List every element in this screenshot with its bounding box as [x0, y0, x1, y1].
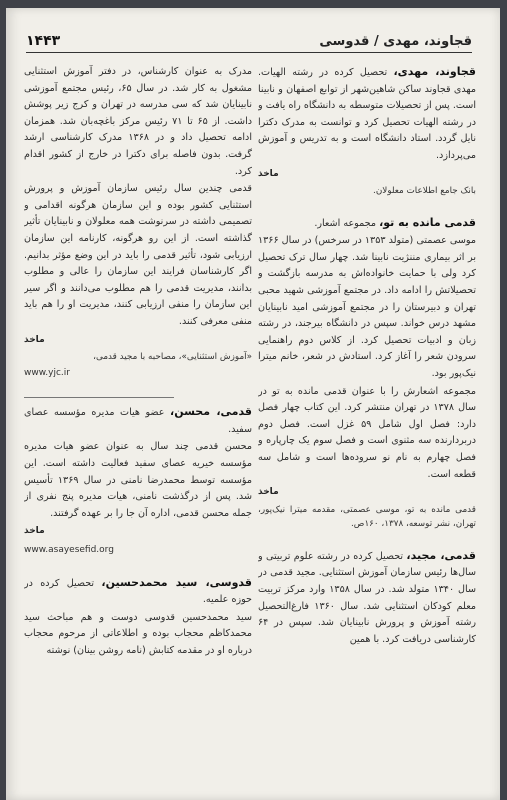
source-heading: ماخذ [24, 334, 45, 345]
entry-ghadami-mande-be-to [258, 215, 476, 532]
book-page [6, 8, 500, 800]
entry-ghajavand-mahdi [258, 64, 476, 199]
page-number: ۱۴۴۳ [26, 33, 61, 49]
entry-paragraph: مجموعه اشعارش را با عنوان قدمی مانده به تو در سال ۱۳۷۸ در تهران منتشر کرد. این کتاب چهار فصل دارد: فصل اول شامل ۵۹ غزل است. فصل دوم دربردارنده سه مثنوی است و فصل سوم یک چارپاره و فصل چهارم به نام نو سروده‌ها است و شامل سه قطعه است. [258, 385, 476, 480]
entry-paragraph [24, 575, 252, 609]
header-title: قجاوند، مهدی / قدوسی [319, 34, 472, 49]
entry-headword: قدمی، محسن، [170, 405, 252, 419]
left-column [24, 64, 252, 786]
entry-headword: قدمی مانده به تو، [379, 215, 476, 229]
entry-ghadami-mohsen [24, 404, 252, 558]
source-citation: قدمی مانده به تو، موسی عصمتی، مقدمه میترا نیک‌پور، تهران، نشر توسعه، ۱۳۷۸، ۱۶۰ص. [258, 504, 476, 530]
entry-text: عضو هیات مدیره مؤسسه عصای سفید. [24, 407, 252, 435]
entry-headword: قدمی، مجید، [406, 548, 476, 562]
entry-ghadami-majid [258, 548, 476, 649]
entry-text: تحصیل کرده در حوزه علمیه. [24, 577, 252, 606]
divider [24, 397, 174, 398]
running-header [26, 26, 472, 53]
source-url: www.asayesefid.org [24, 544, 114, 555]
entry-text: تحصیل کرده در رشته الهیات. مهدی قجاوند ساکن شاهین‌شهر از توابع اصفهان و نابینا است. پس از تحصیلات متوسطه به دانشگاه راه یافت و در رشته الهیات تحصیل کرد و توانست به مدرک دکترا نایل گردد. استاد دانشگاه است و به تدریس و آموزش می‌پردازد. [258, 67, 476, 161]
entry-paragraph [258, 215, 476, 233]
entry-paragraph [258, 548, 476, 649]
entry-text: تحصیل کرده در رشته علوم تربیتی و سال‌ها رئیس سازمان آموزش استثنایی. مجید قدمی در سال ۱۳۴۰ متولد شد. در سال ۱۳۵۸ وارد مرکز تربیت معلم کودکان استثنایی شد. سال ۱۳۶۰ فارغ‌التحصیل رشته آموزش و پرورش نابینایان شد. سپس در ۶۴ کارشناسی دریافت کرد. با همین [258, 550, 476, 645]
entry-headword: قجاوند، مهدی، [393, 65, 476, 78]
source-heading: ماخذ [24, 526, 45, 537]
entry-ghodsi-mohammad-hossein [24, 575, 252, 660]
entry-paragraph: مدرک به عنوان کارشناس، در دفتر آموزش استثنایی مشغول به کار شد. در سال ۶۵، رئیس مجتمع آموزشی نابینایان شد که سی مدرسه در تهران و کرج زیر پوشش داشت. از ۶۵ تا ۷۱ رئیس مرکز باغچه‌بان شد. همزمان ادامه تحصیل داد و در ۱۳۶۸ مدرک کارشناسی ارشد گرفت. بدون فاصله برای دکترا در خارج از کشور اقدام کرد. [24, 66, 252, 177]
source-url: www.yjc.ir [24, 367, 70, 378]
source-citation: بانک جامع اطلاعات معلولان. [373, 186, 476, 197]
entry-paragraph: سید محمدحسین قدوسی دوست و هم مباحث سید محمدکاظم محجاب بوده و اطلاعاتی از مرحوم محجاب درباره او در مقدمه کتابش (نامه روشن بینان) نوشته [24, 611, 252, 656]
entry-paragraph: قدمی چندین سال رئیس سازمان آموزش و پرورش استثنایی کشور بوده و این سازمان هرگونه اقدامی و تصمیمی داشته در سرنوشت همه معلولان و نابینایان تأثیر گذاشته است. از این رو هرگونه، کارنامه این سازمان ارزیابی شود، تأثیر قدمی را باید در این وضع مؤثر بدانیم. اگر کارشناسان فرایند این سازمان را عالی و مطلوب بدانند، مدیریت قدمی را هم مطلوب می‌دانند و اگر سیر این سازمان را منفی ارزیابی کنند، مدیریت او را هم باید منفی معرفی کنند. [24, 183, 252, 327]
source-heading: ماخذ [258, 168, 279, 179]
entry-headword: قدوسی، سید محمدحسین، [101, 575, 252, 589]
source-citation: «آموزش استثنایی»، مصاحبه با مجید قدمی، [93, 352, 252, 363]
entry-paragraph: محسن قدمی چند سال به عنوان عضو هیات مدیره مؤسسه خیریه عصای سفید فعالیت داشته است. این مؤسسه توسط محمدرضا نامنی در سال ۱۳۶۹ تأسیس شد. پس از درگذشت نامنی، هیات مدیره پنج نفری از جمله محسن قدمی، اداره آن جا را بر عهده گرفتند. [24, 441, 252, 519]
entry-subtitle: مجموعه اشعار. [314, 217, 380, 229]
entry-paragraph [258, 64, 476, 165]
right-column [258, 64, 476, 786]
entry-paragraph [24, 404, 252, 438]
entry-paragraph: موسی عصمتی (متولد ۱۳۵۳ در سرخس) در سال ۱۳۶۶ بر اثر بیماری مننژیت نابینا شد. چهار سال ترک تحصیل کرد ولی با حمایت خانواده‌اش به مدرسه بازگشت و تحصیلاتش را ادامه داد. در مجتمع آموزشی شهید محبی تهران و دبیرستان را در مجتمع آموزشی امید نابینایان مشهد درس خواند. سپس در دانشگاه بیرجند، در رشته زبان و ادبیات تحصیل کرد. از کلاس دوم راهنمایی سرودن شعر را آغاز کرد. استادش در شعر، خانم میترا نیک‌پور بود. [258, 235, 476, 379]
entry-ghadami-majid-continued [24, 64, 252, 381]
source-heading: ماخذ [258, 487, 279, 498]
